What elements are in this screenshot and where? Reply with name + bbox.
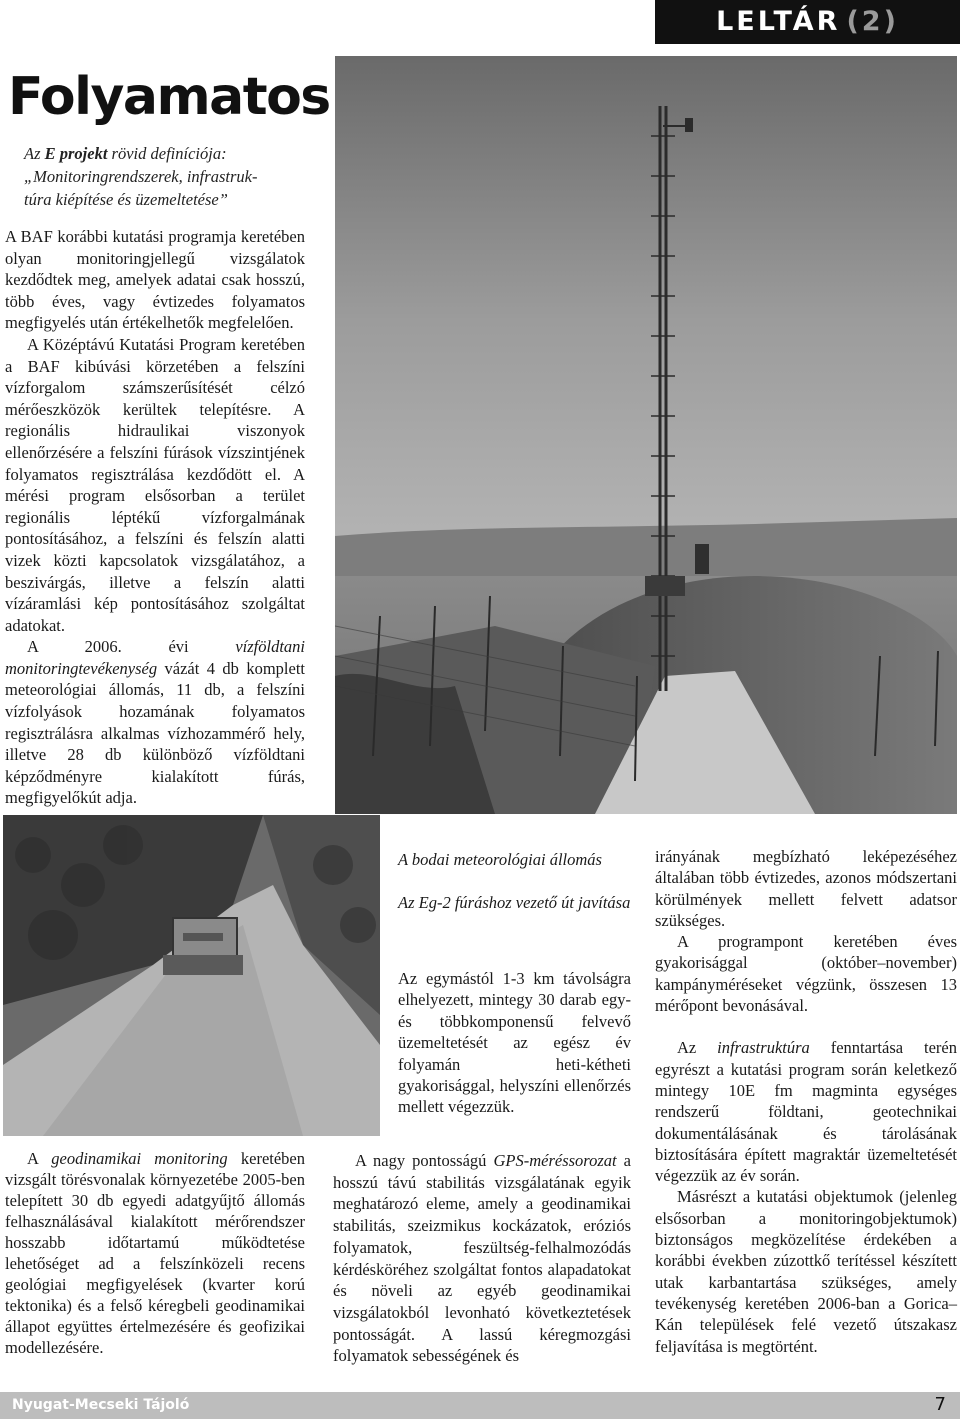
paragraph-3-em: vízföldtani monitoringtevékenység (5, 637, 305, 678)
section-header (655, 0, 960, 44)
magazine-name: Nyugat-Mecseki Tájoló (12, 1397, 190, 1413)
project-name: E projekt (44, 144, 108, 163)
project-definition (24, 142, 309, 211)
gps-a: A nagy pontosságú (355, 1151, 494, 1170)
page-footer (0, 1392, 960, 1419)
right-paragraph-4: Másrészt a kutatási objektumok (jelenleg elsősorban a monitoringobjektumok) biztonságos megközelítése érdekében a korábbi években zúzottkő terítéssel készített utak karbantartása szükséges, amely tevékenység keretében 2006-ban a Gorica–Kán települések felé vezető útszakasz feljavítása is megtörtént. (655, 1187, 957, 1356)
geo-a: A (27, 1149, 52, 1168)
caption-meteorological-station: A bodai meteorológiai állomás (398, 850, 602, 869)
right-p3-em: infrastruktúra (717, 1038, 810, 1058)
paragraph-3-a: A 2006. évi (27, 637, 236, 657)
gps-b: a hosszú távú stabilitás vizsgálatának egyik meghatározó eleme, amely a geodinamikai stabilitás, szeizmikus kockázatok, eróziós folyamatok, feszültség-felhalmozódás kérdésköréhez szolgáltat fontos alapadatokat és növeli az egyéb geodinamikai vizsgálatokból levonható következtetések pontosságát. A lassú kéregmozgási folyamatok sebességének és (333, 1151, 631, 1366)
right-p3-a: Az (677, 1038, 718, 1058)
paragraph-1: A BAF korábbi kutatási programja keretében olyan monitoringjellegű vizsgálatok kezdődtek meg, amelyek adatai csak hosszú, több éves, vagy évtizedes folyamatos megfigyelés után értékelhetők megfelelően. (5, 227, 305, 333)
page-number: 7 (934, 1394, 946, 1415)
geo-em: geodinamikai monitoring (51, 1149, 228, 1168)
road-repair-photo (3, 815, 380, 1136)
gps-paragraph (333, 1150, 631, 1367)
paragraph-3 (5, 636, 305, 809)
paragraph-2: A Középtávú Kutatási Program keretében a BAF kibúvási körzetében a felszíni vízforgalom számszerűsítését célzó mérőeszközök kerültek telepítésre. A regionális hidraulikai viszonyok ellenőrzésére a felszíni fúrások vízszintjének folyamatos regisztrálása kezdődött el. A mérési program elsősorban a terület regionális léptékű vízforgalmának pontosításához, a felszíni és felszín alatti vizek közti kapcsolatok vizsgálatához, a beszivárgás, illetve a felszín alatti vízáramlási kép pontosításához szolgáltat adatokat. (5, 334, 305, 635)
intro-prefix: Az (24, 144, 45, 163)
title-word-1: Folyamatos (8, 67, 330, 127)
right-paragraph-2: A programpont keretében éves gyakorisággal (október–november) kampányméréseket végzünk, összesen 13 mérőpont bevonásával. (655, 932, 957, 1016)
section-title: LELTÁR (716, 6, 841, 37)
right-paragraph-1: irányának megbízható leképezéséhez általában több évtizedes, azonos módszertani körülmények mellett felvett adatsor szükséges. (655, 847, 957, 930)
right-paragraph-3 (655, 1037, 957, 1186)
geodynamic-monitoring-paragraph (5, 1148, 305, 1358)
geo-b: keretében vizsgált törésvonalak környezetébe 2005-ben telepített 30 db egyedi adatgyűjtő állomás felhasználásával kialakított mérőrendszer hosszabb időtartamú működtetése lehetőséget ad a felszínközeli recens geológiai megfigyelések (kvarter korú tektonika) és a felső kéregbeli geodinamikai állapot együttes értelmezésére és geofizikai modellezésére. (5, 1149, 305, 1357)
intro-line-2: „Monitoringrendszerek, infrastruk- (24, 167, 258, 186)
body-column-1 (5, 226, 305, 809)
caption-road-repair: Az Eg-2 fúráshoz vezető út javítása (398, 893, 631, 912)
paragraph-3-b: vázát 4 db komplett meteorológiai állomás, 11 db, a felszíni vízfolyások hozamának folyamatos regisztrálásra alkalmas vízhozammérő hely, illetve 28 db különböző vízföldtani képződményre kialakított fúrás, megfigyelőkút adja. (5, 658, 305, 808)
gps-em: GPS-méréssorozat (493, 1151, 617, 1170)
geo-paragraph (5, 1148, 305, 1358)
meteorological-station-photo (335, 56, 957, 814)
body-column-right (655, 846, 957, 1357)
intro-line-1: rövid definíciója: (107, 144, 227, 163)
gps-text (333, 1150, 631, 1367)
right-p3-b: fenntartása terén egyrészt a kutatási program során keletkező mintegy 10E fm magminta egységes rendszerű földtani, geotechnikai dokumentálásának és tárolásának biztosítására épített magraktár üzemeltetését végezzük az év során. (655, 1038, 957, 1186)
section-part: (2) (846, 6, 899, 37)
intro-line-3: túra kiépítése és üzemeltetése” (24, 190, 228, 209)
seismic-network-paragraph: Az egymástól 1-3 km távolságra elhelyezett, mintegy 30 darab egy- és többkomponensű felvevő üzemeltetését az egész év folyamán heti-kétheti gyakorisággal, helyszíni ellenőrzés mellett végezzük. (398, 969, 631, 1117)
